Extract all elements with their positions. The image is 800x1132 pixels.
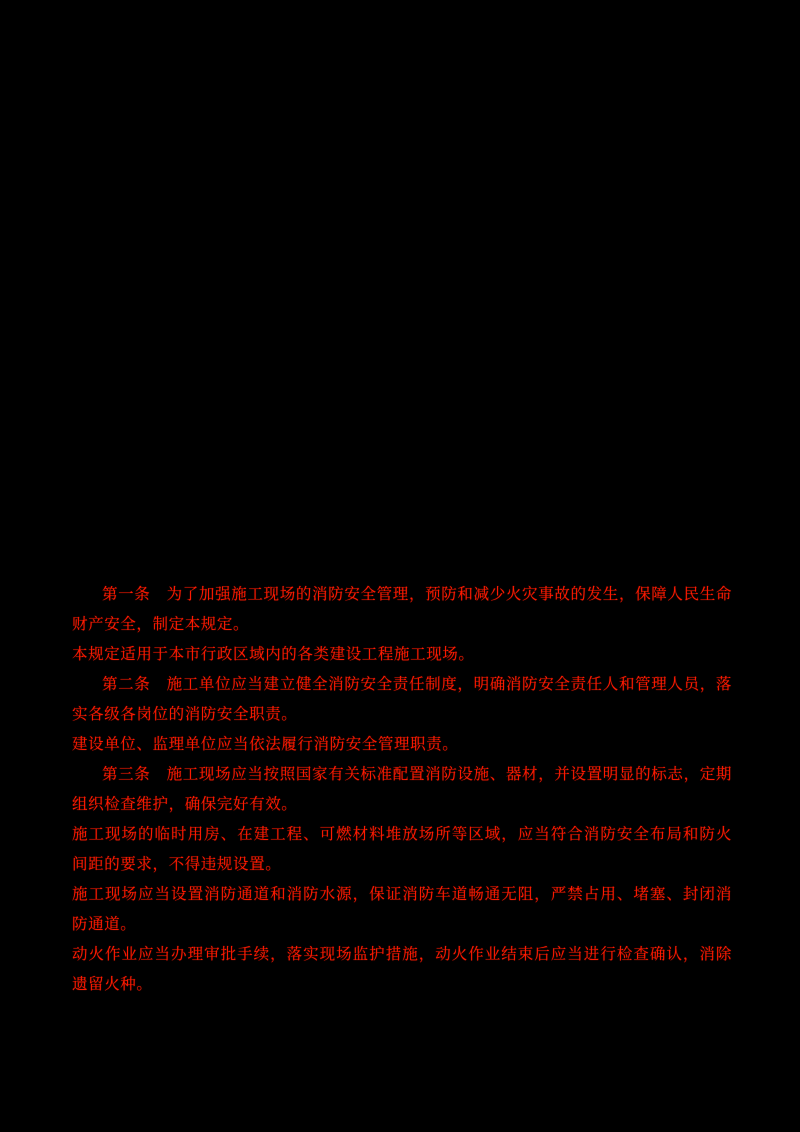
document-text-body xyxy=(72,580,732,1000)
paragraph-6: 施工现场的临时用房、在建工程、可燃材料堆放场所等区域，应当符合消防安全布局和防火间距的要求，不得违规设置。 xyxy=(72,826,732,873)
paragraph-3: 第二条 施工单位应当建立健全消防安全责任制度，明确消防安全责任人和管理人员，落实各级各岗位的消防安全职责。 xyxy=(72,676,732,723)
paragraph-2: 本规定适用于本市行政区域内的各类建设工程施工现场。 xyxy=(72,646,475,663)
paragraph-5: 第三条 施工现场应当按照国家有关标准配置消防设施、器材，并设置明显的标志，定期组织检查维护，确保完好有效。 xyxy=(72,766,732,813)
paragraph-4: 建设单位、监理单位应当依法履行消防安全管理职责。 xyxy=(72,736,459,753)
paragraph-8: 动火作业应当办理审批手续，落实现场监护措施，动火作业结束后应当进行检查确认，消除遗留火种。 xyxy=(72,946,732,993)
paragraph-7: 施工现场应当设置消防通道和消防水源，保证消防车道畅通无阻，严禁占用、堵塞、封闭消防通道。 xyxy=(72,886,732,933)
paragraph-1: 第一条 为了加强施工现场的消防安全管理，预防和减少火灾事故的发生，保障人民生命财产安全，制定本规定。 xyxy=(72,586,732,633)
